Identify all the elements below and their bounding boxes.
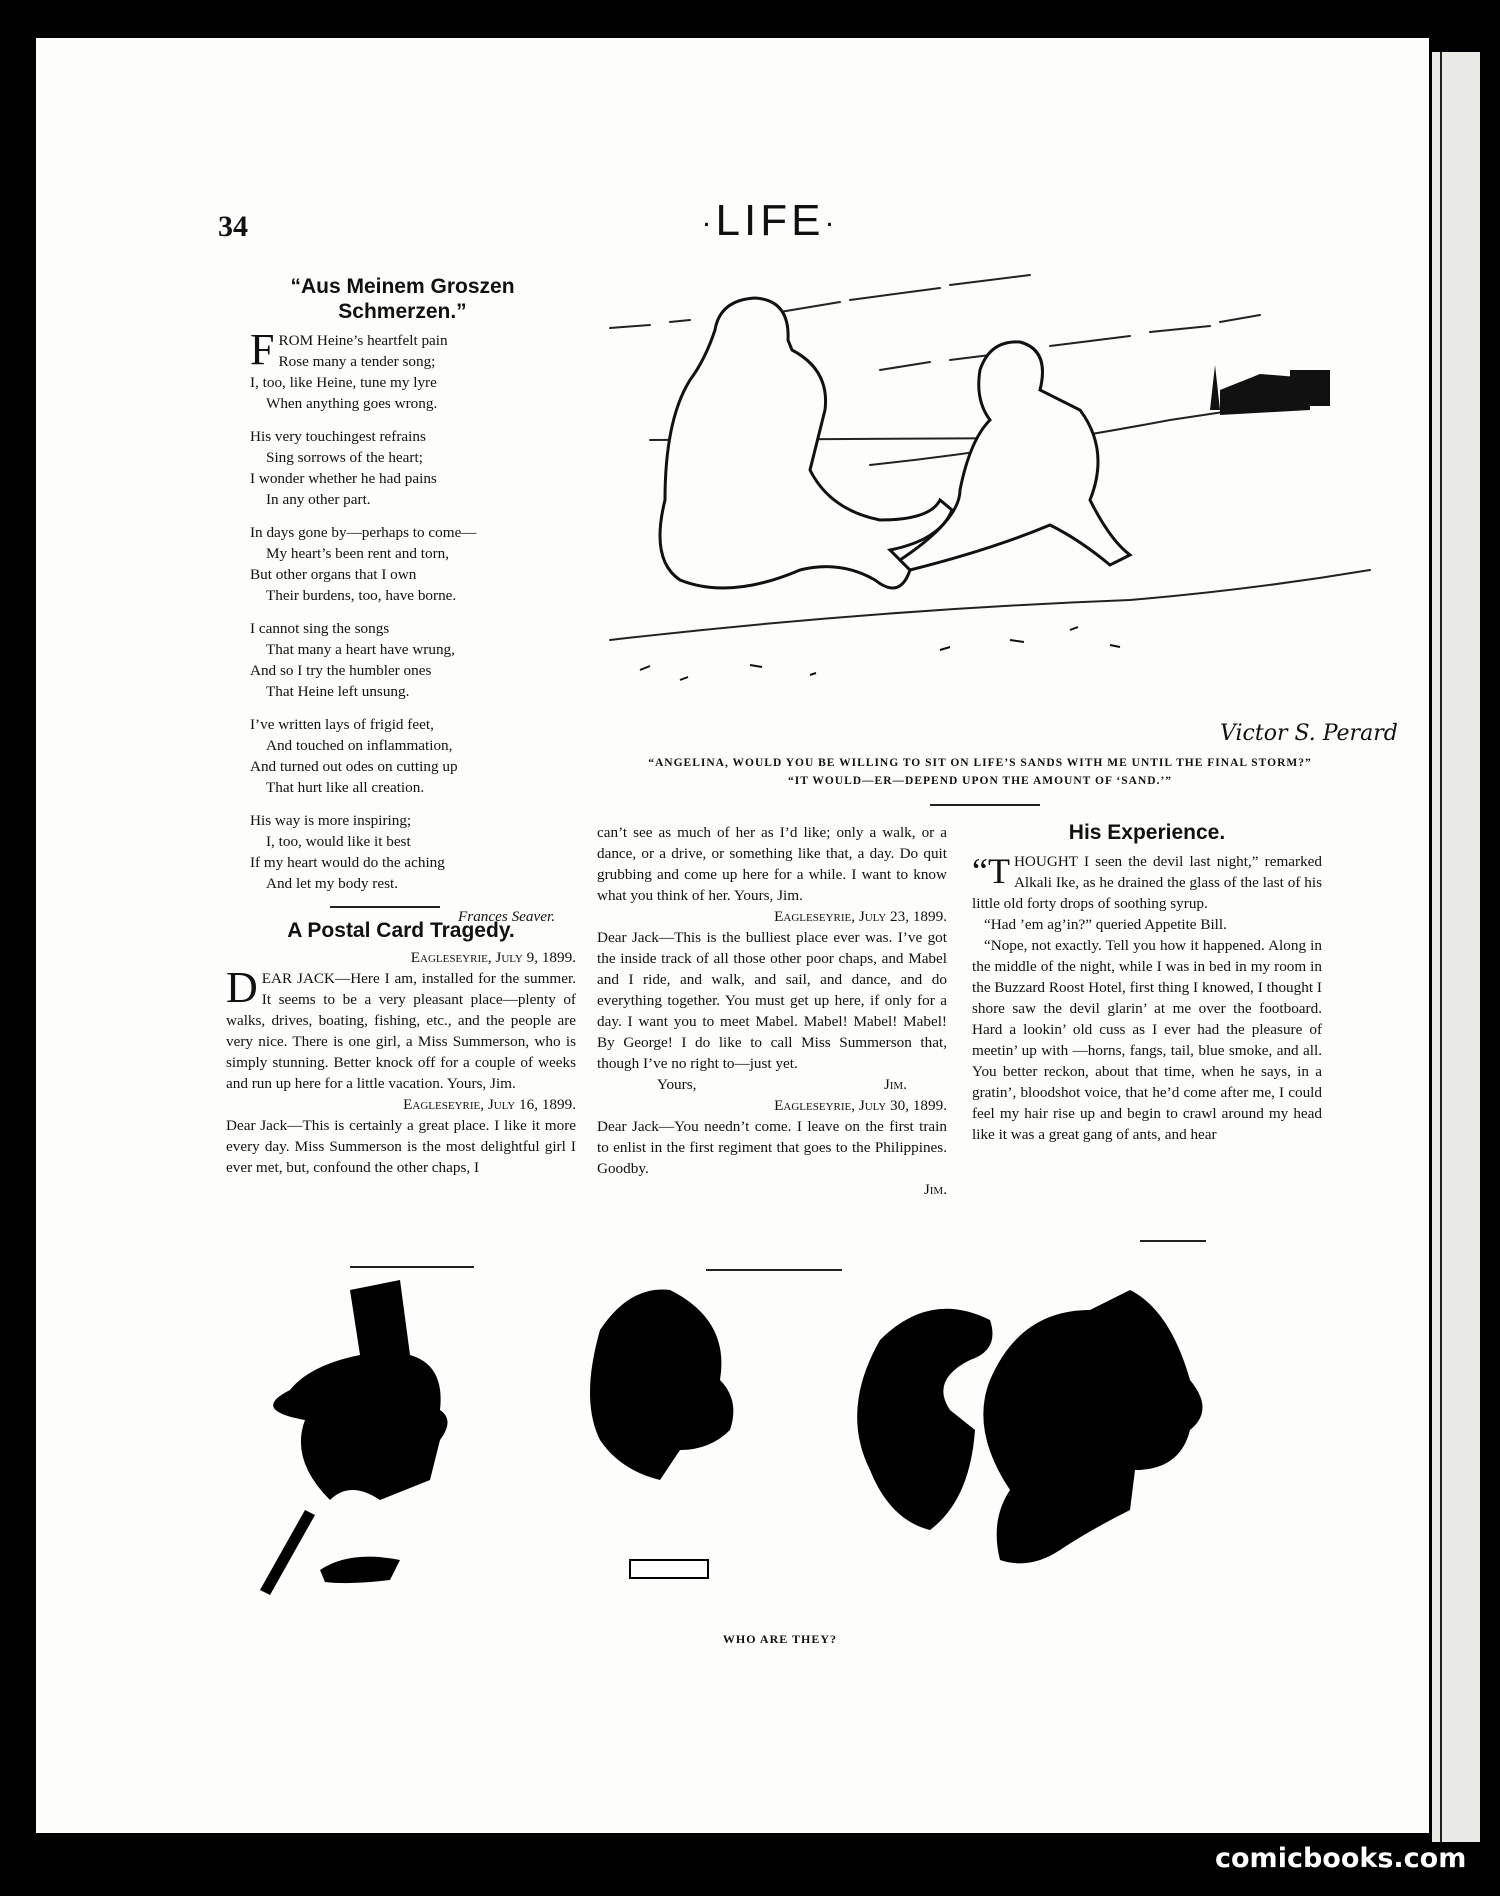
poem-stanza [250, 618, 555, 702]
silhouette-bonnet-person [857, 1309, 992, 1530]
poem-line: And so I try the humbler ones [250, 662, 432, 679]
poem-line: That many a heart have wrung, [266, 641, 455, 658]
postal-column-1 [226, 918, 576, 1178]
poem-column [250, 274, 555, 927]
divider-rule [350, 1266, 474, 1268]
poem-stanza [250, 325, 555, 414]
experience-paragraph: “THOUGHT I seen the devil last night,” remarked Alkali Ike, as he drained the glass of the last of his little old forty drops of soothing syrup. [972, 851, 1322, 912]
man-figure [660, 298, 952, 588]
poem-line: That hurt like all creation. [266, 779, 425, 796]
poem-line: I, too, like Heine, tune my lyre [250, 374, 437, 391]
poem-line: That Heine left unsung. [266, 683, 410, 700]
sand-texture [640, 627, 1120, 680]
poem-line: In days gone by—perhaps to come— [250, 524, 477, 541]
poem-line: I, too, would like it best [266, 833, 411, 850]
silhouette-caption: WHO ARE THEY? [722, 1632, 838, 1646]
postal-date: Eagleseyrie, July 30, 1899. [774, 1097, 947, 1114]
poem-line: Sing sorrows of the heart; [266, 449, 423, 466]
cloud-stroke [610, 320, 690, 328]
silhouette-top-hat-man [273, 1280, 447, 1500]
poem-stanza [250, 426, 555, 510]
postal-signoff: Yours, Jim. [657, 1076, 907, 1093]
poem-line: ROM Heine’s heartfelt pain [278, 332, 448, 349]
poem-author: Frances Seaver. [458, 908, 555, 925]
poem-line: I’ve written lays of frigid feet, [250, 716, 434, 733]
postal-date: Eagleseyrie, July 16, 1899. [403, 1096, 576, 1113]
experience-paragraph: “Had ’em ag’in?” queried Appetite Bill. [984, 916, 1227, 933]
poem-line: His very touchingest refrains [250, 428, 426, 445]
postal-letter: DEAR JACK—Here I am, installed for the summer. It seems to be a very pleasant place—plenty of walks, drives, boating, fishing, etc., and the people are very nice. There is one girl, a Miss Summerson, who is simply stunning. Better knock off for a couple of weeks and run up here for a little vacation. Yours, Jim. [226, 963, 576, 1092]
poem-line: And let my body rest. [266, 875, 399, 892]
silhouette-curly-hair-person [590, 1290, 733, 1481]
postal-date: Eagleseyrie, July 23, 1899. [774, 908, 947, 925]
artist-monogram-box [630, 1560, 708, 1578]
postal-letter: Dear Jack—You needn’t come. I leave on the first train to enlist in the first regiment that goes to the Philippines. Goodby. [597, 1118, 947, 1177]
divider-rule [330, 906, 440, 908]
silhouette-shoe [320, 1557, 400, 1583]
poem-line: If my heart would do the aching [250, 854, 445, 871]
beach-illustration [610, 270, 1398, 750]
masthead-title: LIFE [715, 196, 825, 245]
poem-stanza [250, 714, 555, 798]
postal-letter: can’t see as much of her as I’d like; only a walk, or a dance, or a drive, or something like that, a day. Do quit grubbing and come up here for a while. I want to know what you think of her. Yours, Jim. [597, 824, 947, 904]
postal-signature: Jim. [923, 1181, 947, 1198]
poem-line: But other organs that I own [250, 566, 417, 583]
silhouette-cigar [260, 1510, 315, 1595]
experience-paragraph: “Nope, not exactly. Tell you how it happened. Along in the middle of the night, while I was in bed in my room in the Buzzard Roost Hotel, first thing I knowed, I thought I shore saw the devil glarin’ at me over the footboard. Hard a lookin’ old cuss as I ever had the pleasure of meetin’ up with —horns, fangs, tail, blue smoke, and all. You better reckon, about that time, when he says, in a gratin’, bloodshot voice, that he’d come after me, I could feel my hair rise up and begin to crawl around my head like it was a great gang of ants, and hear [972, 937, 1322, 1143]
woman-figure [900, 342, 1130, 570]
illustration-caption: “ANGELINA, WOULD YOU BE WILLING TO SIT ON LIFE’S SANDS WITH ME UNTIL THE FINAL STORM?” “IT WOULD—ER—DEPEND UPON THE AMOUNT OF ‘SAND.’” [648, 757, 1312, 787]
poem-line: Rose many a tender song; [278, 353, 436, 370]
poem-dropcap: F [250, 325, 275, 374]
poem-body [250, 325, 555, 894]
site-watermark: comicbooks.com [1215, 1843, 1467, 1874]
poem-stanza [250, 522, 555, 606]
divider-rule [930, 804, 1040, 806]
experience-column [972, 820, 1322, 1145]
cloud-stroke [880, 315, 1260, 370]
page-number: 34 [218, 210, 248, 243]
divider-rule [1140, 1240, 1206, 1242]
poem-line: My heart’s been rent and torn, [266, 545, 450, 562]
postal-letter: Dear Jack—This is the bulliest place ever was. I’ve got the inside track of all those other poor chaps, and Mabel and I ride, and walk, and sail, and dance, and do everything together. You must get up here, if only for a day. I want you to meet Mabel. Mabel! Mabel! Mabel! By George! I do like to call Miss Summerson that, though I’ve no right to—just yet. [597, 929, 947, 1072]
poem-stanza [250, 810, 555, 894]
silhouette-gallery [230, 1270, 1330, 1630]
masthead: ·LIFE· [701, 196, 839, 245]
poem-line: I cannot sing the songs [250, 620, 390, 637]
silhouette-spiky-hair-man [983, 1290, 1202, 1563]
distant-building [1290, 370, 1330, 406]
poem-line: In any other part. [266, 491, 371, 508]
gutter-line [1440, 52, 1442, 1842]
postal-title: A Postal Card Tragedy. [287, 919, 515, 942]
poem-line: His way is more inspiring; [250, 812, 412, 829]
experience-title: His Experience. [1068, 821, 1226, 844]
artist-signature: Victor S. Perard [1220, 721, 1398, 746]
postal-date: Eagleseyrie, July 9, 1899. [410, 949, 576, 966]
poem-line: Their burdens, too, have borne. [266, 587, 457, 604]
postal-letter: Dear Jack—This is certainly a great place. I like it more every day. Miss Summerson is the most delightful girl I ever met, but, confound the other chaps, I [226, 1117, 576, 1176]
postal-column-2 [597, 822, 947, 1200]
poem-line: When anything goes wrong. [266, 395, 438, 412]
poem-title: “Aus Meinem Groszen Schmerzen.” [290, 275, 515, 323]
poem-line: I wonder whether he had pains [250, 470, 437, 487]
poem-line: And touched on inflammation, [266, 737, 453, 754]
poem-line: And turned out odes on cutting up [250, 758, 458, 775]
